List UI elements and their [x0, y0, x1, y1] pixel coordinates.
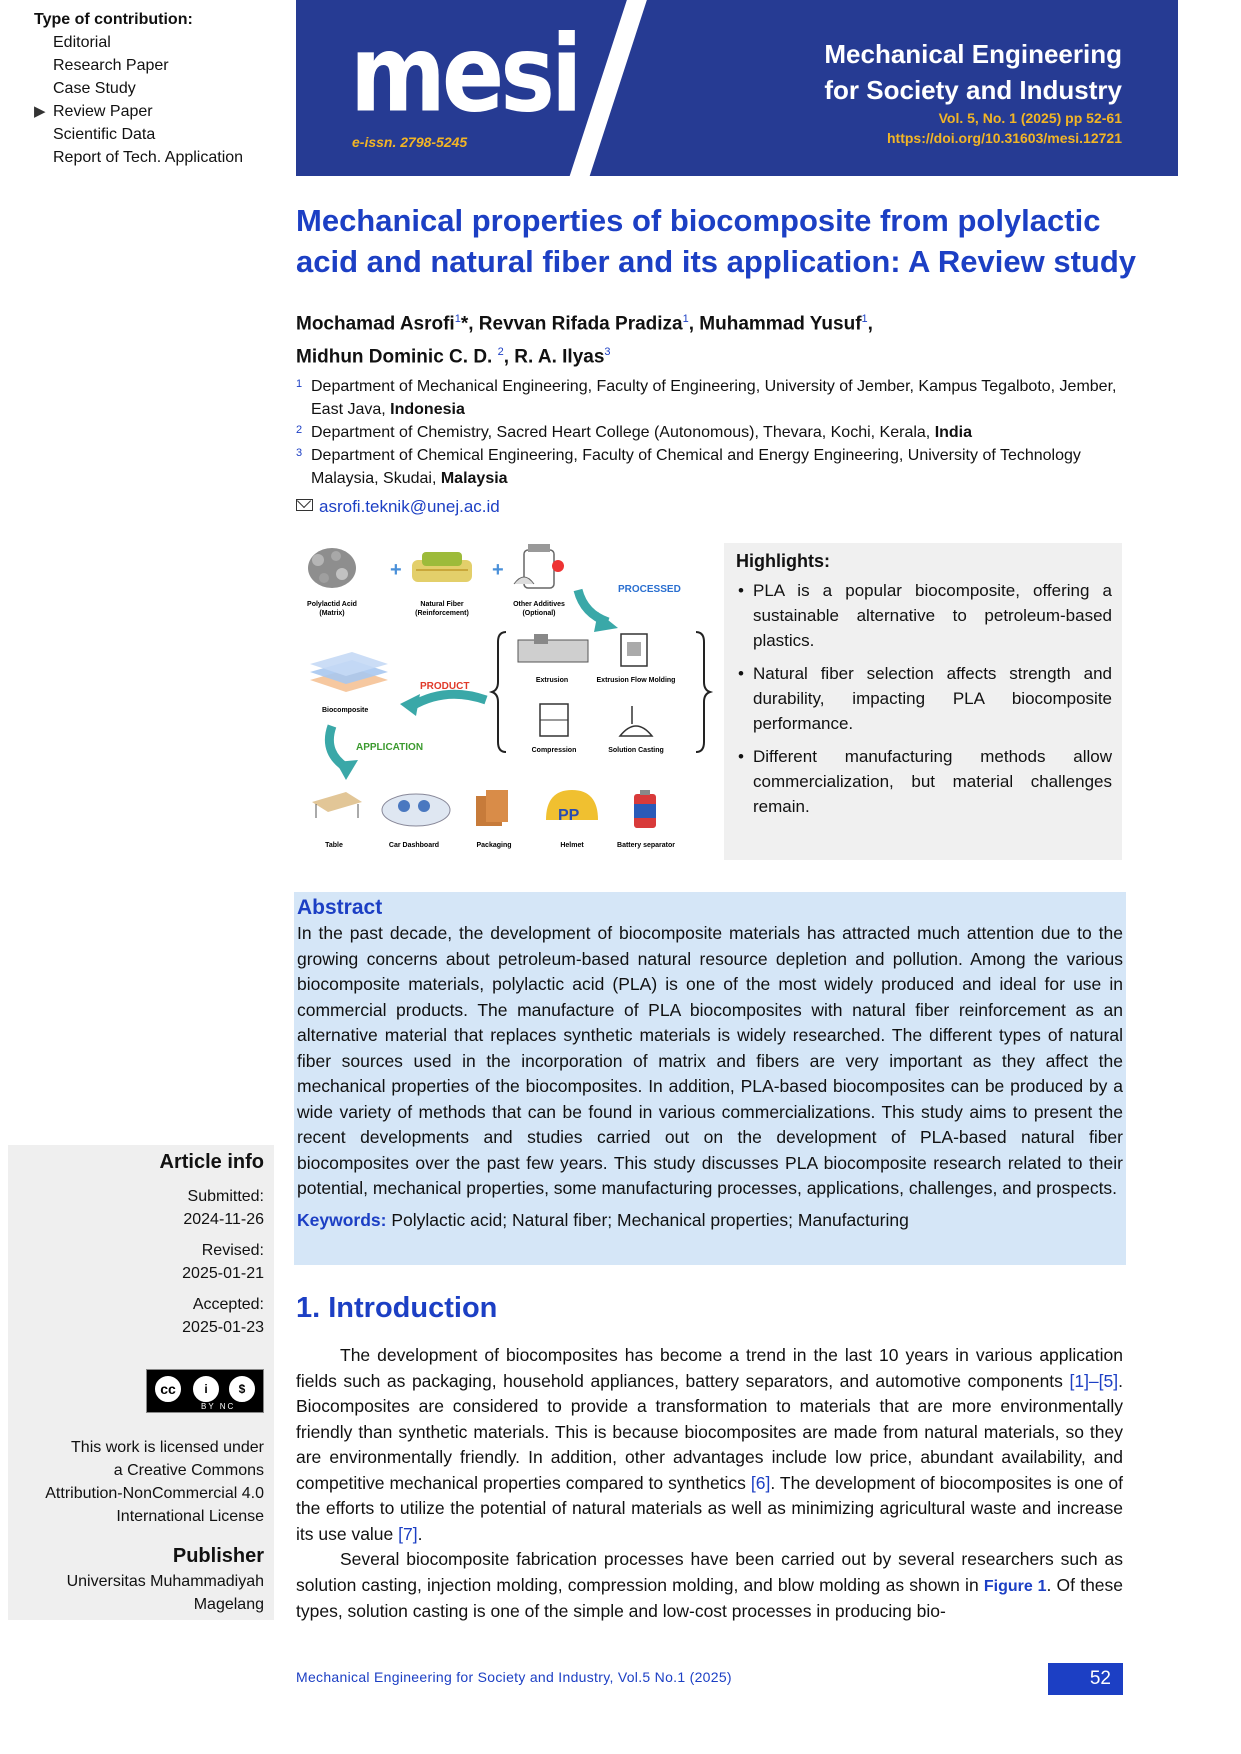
cc-license-badge-icon[interactable]: cc i $ BY NC [146, 1369, 264, 1413]
helmet-icon [546, 790, 598, 824]
paragraph: Several biocomposite fabrication processes have been carried out by several researchers such as solution casting, injection molding, compression molding, and blow molding as shown in Figure 1. Of these types, solution casting is one of the simple and low-cost processes in producing bio- [296, 1549, 1124, 1621]
plus-icon: + [492, 559, 504, 581]
publisher-title: Publisher [172, 1545, 264, 1567]
publisher-name: Universitas Muhammadiyah Magelang [66, 1573, 264, 1613]
section-heading-introduction: 1. Introduction [296, 1292, 498, 1324]
article-info-title: Article info [159, 1151, 264, 1173]
extrusion-icon [518, 634, 588, 662]
citation-link[interactable]: [1]–[5] [1069, 1370, 1119, 1391]
svg-text:(Reinforcement): (Reinforcement) [415, 610, 469, 617]
svg-text:Table: Table [325, 842, 343, 849]
biocomposite-layers-icon [310, 652, 388, 692]
contribution-type-list [34, 8, 243, 169]
author-list: Mochamad Asrofi$^1$*, Revvan Rifada Pradiza$^1$, Muhammad Yusuf$^1$, Midhun Dominic C. D. $^2$, R. A. Ilyas$^3$ [296, 313, 873, 368]
additives-jar-icon [514, 544, 564, 588]
highlight-item: • Natural fiber selection affects strength and durability, impacting PLA biocomposite performance. [738, 664, 1112, 733]
svg-text:Battery separator: Battery separator [617, 842, 675, 849]
svg-text:Packaging: Packaging [476, 842, 512, 849]
introduction-body [296, 1343, 1123, 1625]
page-number: 52 [1048, 1663, 1123, 1695]
application-label: APPLICATION [356, 742, 424, 753]
affiliation-item: 2 Department of Chemistry, Sacred Heart College (Autonomous), Thevara, Kochi, Kerala, India [296, 424, 973, 441]
svg-text:Other Additives: Other Additives [513, 601, 565, 608]
contribution-item-research-paper: Research Paper [53, 57, 169, 74]
packaging-icon [476, 790, 508, 826]
extrusion-flow-molding-icon [621, 634, 647, 666]
abstract-box [294, 892, 1126, 1265]
author-name: Mochamad Asrofi [296, 313, 455, 335]
compression-icon [540, 704, 568, 736]
citation-link[interactable]: [7] [398, 1523, 418, 1544]
product-arrow-icon [412, 694, 486, 706]
svg-text:Natural Fiber: Natural Fiber [420, 601, 464, 608]
svg-text:Solution Casting: Solution Casting [608, 747, 664, 754]
product-label: PRODUCT [420, 681, 470, 692]
svg-text:Extrusion Flow Molding: Extrusion Flow Molding [596, 677, 676, 684]
abstract-title: Abstract [297, 896, 383, 919]
svg-text:(Optional): (Optional) [522, 610, 556, 617]
footer-journal: Mechanical Engineering for Society and Industry, Vol.5 No.1 (2025) [296, 1669, 732, 1685]
natural-fiber-icon [412, 552, 472, 582]
graphical-abstract [296, 540, 716, 855]
submitted-date: 2024-11-26 [183, 1211, 264, 1228]
affiliation-item: 1 Department of Mechanical Engineering, Faculty of Engineering, University of Jember, Kampus Tegalboto, Jember, East Java, Indonesia [296, 378, 1117, 418]
right-brace-icon [696, 632, 710, 752]
solution-casting-icon [620, 706, 652, 736]
highlight-item: • Different manufacturing methods allow commercialization, but material challenges remain. [738, 747, 1112, 816]
contribution-item-report: Report of Tech. Application [53, 149, 244, 166]
accepted-date: 2025-01-23 [182, 1319, 264, 1336]
table-icon [312, 792, 362, 818]
license-text: This work is licensed under a Creative Commons Attribution-NonCommercial 4.0 International License [45, 1439, 264, 1525]
ga-input-label: Polylactid Acid [307, 601, 357, 608]
svg-text:Helmet: Helmet [560, 842, 584, 849]
journal-issn: e-issn. 2798-5245 [352, 134, 468, 150]
abstract-text: In the past decade, the development of biocomposite materials has attracted much attention due to the growing concerns about petroleum-based natural resource depletion and pollution. Among the various biocomposite materials, polylactic acid (PLA) is one of the most widely produced and ideal for use in commercial products. The manufacture of PLA biocomposites with natural fiber reinforcement as an alternative material that replaces synthetic materials is widely researched. The different types of natural fiber sources used in the incorporation of matrix and fibers are very important as they affect the mechanical properties of the biocomposites. In addition, PLA-based biocomposites can be produced by a wide variety of methods that can be found in various commercializations. This study aims to present the recent developments and studies carried out on the development of PLA-based natural fiber biocomposites over the past few years. This study discusses PLA biocomposite research related to their potential, mechanical properties, some manufacturing processes, applications, challenges, and prospects. [297, 923, 1123, 1198]
citation-link[interactable]: [6] [750, 1472, 771, 1493]
plus-icon: + [390, 559, 402, 581]
left-brace-icon [492, 632, 506, 752]
journal-volume: Vol. 5, No. 1 (2025) pp 52-61 https://doi.org/10.31603/mesi.12721 [887, 110, 1122, 146]
svg-text:(Matrix): (Matrix) [319, 610, 345, 617]
author-name: Midhun Dominic C. D. [296, 346, 498, 368]
doi-link[interactable]: https://doi.org/10.31603/mesi.12721 [887, 130, 1122, 146]
contribution-item-editorial: Editorial [53, 34, 111, 51]
journal-logo: mesi [350, 12, 579, 136]
selected-triangle-icon: ▶ [34, 103, 46, 120]
contribution-item-case-study: Case Study [53, 80, 136, 97]
paragraph: The development of biocomposites has become a trend in the last 10 years in various application fields such as packaging, household appliances, battery separators, and automotive components [1]–[5]. Biocomposites are considered to provide a transformation to materials that are more environmentally friendly than synthetic materials. This is because biocomposites are made from natural materials, so they are environmentally friendly. In addition, other advantages include low price, abundant availability, and competitive mechanical properties compared to synthetics [6]. The development of biocomposites is one of the efforts to utilize the potential of natural materials as well as minimizing agricultural waste and increase its use value [7]. [296, 1345, 1123, 1544]
pla-pellets-icon [308, 548, 356, 588]
journal-title: Mechanical Engineering for Society and Industry [824, 39, 1122, 105]
highlights-title: Highlights: [736, 551, 830, 571]
contribution-item-review-paper: ▶ Review Paper [34, 100, 243, 123]
revised-date: 2025-01-21 [182, 1265, 264, 1282]
car-dashboard-icon [382, 794, 450, 826]
article-info-sidebar: Article info Submitted: 2024-11-26 Revised: 2025-01-21 Accepted: 2025-01-23 cc i $ BY NC This work is licensed under a Creative Commons Attribution-NonCommercial 4.0 International License Publisher Universitas Muhammadiyah Magelang [8, 1145, 274, 1620]
author-name: Muhammad Yusuf [699, 313, 862, 335]
corresponding-email[interactable]: asrofi.teknik@unej.ac.id [296, 497, 500, 517]
processed-label: PROCESSED [618, 584, 681, 595]
journal-banner [296, 0, 1178, 176]
paper-title: Mechanical properties of biocomposite from polylactic acid and natural fiber and its application: A Review study [296, 203, 1137, 279]
svg-text:Biocomposite: Biocomposite [322, 707, 369, 714]
highlights-box [724, 543, 1122, 860]
author-name: R. A. Ilyas [514, 346, 605, 368]
contribution-item-scientific-data: Scientific Data [53, 126, 156, 143]
envelope-icon [296, 499, 313, 511]
svg-text:Extrusion: Extrusion [535, 677, 569, 684]
affiliation-item: 3 Department of Chemical Engineering, Faculty of Chemical and Energy Engineering, University of Technology Malaysia, Skudai, Malaysia [296, 447, 1081, 487]
author-name: Revvan Rifada Pradiza [478, 313, 683, 335]
highlight-item: • PLA is a popular biocomposite, offering a sustainable alternative to petroleum-based plastics. [738, 581, 1112, 650]
battery-separator-icon [634, 790, 656, 828]
svg-text:Compression: Compression [531, 747, 577, 754]
svg-text:Car Dashboard: Car Dashboard [388, 842, 440, 849]
keywords: Keywords: Polylactic acid; Natural fiber; Mechanical properties; Manufacturing [297, 1209, 909, 1230]
affiliation-list [296, 375, 1126, 490]
svg-text:PP: PP [558, 807, 580, 824]
contribution-title: Type of contribution: [34, 11, 193, 28]
figure-link[interactable]: Figure 1 [983, 1577, 1047, 1595]
